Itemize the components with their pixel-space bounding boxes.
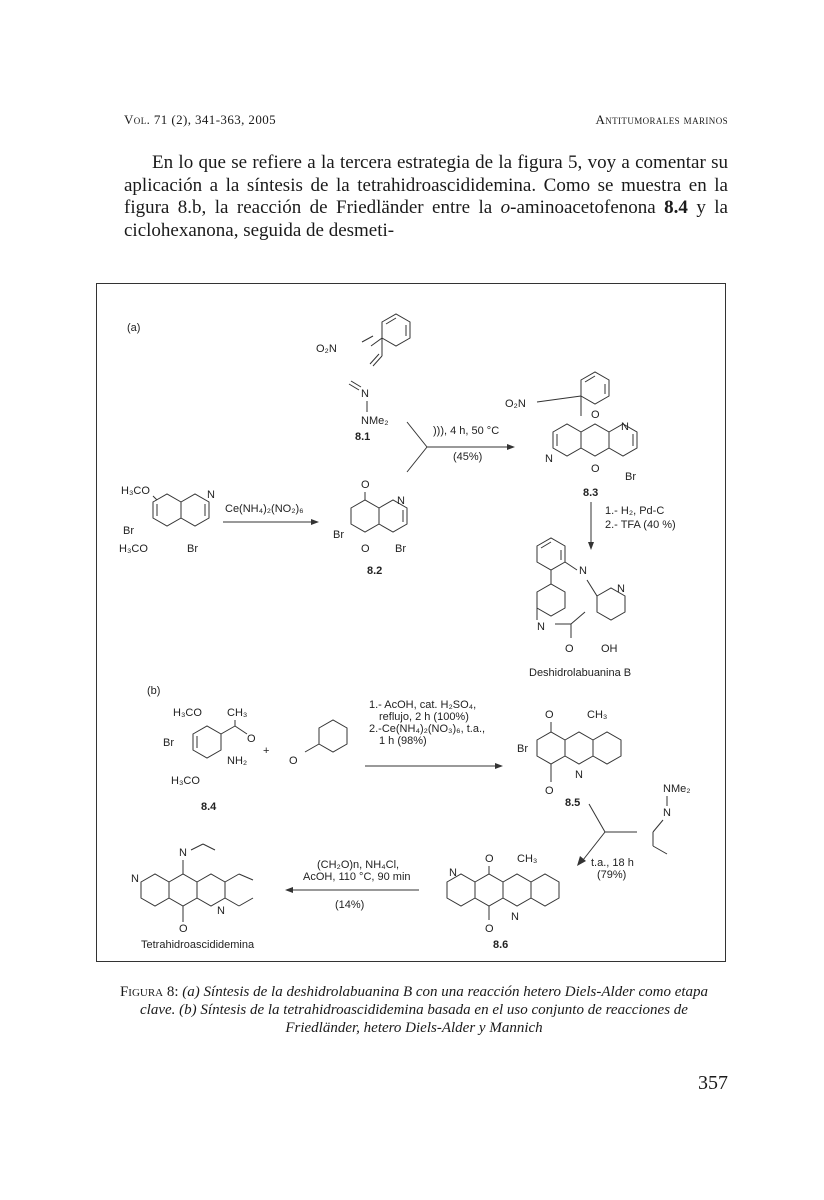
atom-n-product-a: N — [579, 565, 587, 577]
atom-n-tha-right: N — [217, 905, 225, 917]
atom-h3co-bottom-8-4: H₃CO — [171, 775, 200, 787]
panel-b-label: (b) — [147, 685, 161, 697]
atom-o-8-4: O — [247, 733, 256, 745]
cond-ta-yield: (79%) — [597, 869, 627, 881]
caption-text: (a) Síntesis de la deshidrolabuanina B con una reacción hetero Diels-Alder como etapa clave. (b) Síntesis de la tetrahidroascididemina basada en el uso conjunto de reacciones de Friedländer, hetero Diels-Alder y Mannich — [140, 984, 709, 1036]
atom-n-tha-left: N — [131, 873, 139, 885]
atom-o-bottom-8-5: O — [545, 785, 554, 797]
atom-o-top-8-6: O — [485, 853, 494, 865]
atom-br-left: Br — [123, 525, 134, 537]
atom-o-top-8-5: O — [545, 709, 554, 721]
atom-o-bottom-8-3: O — [591, 463, 600, 475]
atom-nh2-8-4: NH₂ — [227, 755, 248, 767]
atom-h3co-bottom: H₃CO — [119, 543, 148, 555]
label-8-5: 8.5 — [565, 797, 581, 809]
name-deshidrolabuanina-b: Deshidrolabuanina B — [529, 667, 632, 679]
condition-sonication-yield: (45%) — [453, 451, 483, 463]
step-hydrogenation: 1.- H₂, Pd-C — [605, 505, 665, 517]
compound-8-6 — [447, 853, 559, 951]
atom-br-8-2-left: Br — [333, 529, 344, 541]
atom-n-8-5: N — [575, 769, 583, 781]
plus-sign: + — [263, 745, 270, 757]
atom-o-cyclohexanone: O — [289, 755, 298, 767]
atom-n-azadiene: N — [663, 807, 671, 819]
body-text-2: -aminoacetofenona — [510, 197, 665, 218]
atom-nme2-azadiene: NMe₂ — [663, 783, 691, 795]
atom-n-8-3-left: N — [545, 453, 553, 465]
atom-n-tha-top: N — [179, 847, 187, 859]
atom-ch3-8-5: CH₃ — [587, 709, 608, 721]
cond-friedlander-1: 1.- AcOH, cat. H₂SO₄, — [369, 699, 477, 711]
atom-n-product-b: N — [617, 583, 625, 595]
label-8-1: 8.1 — [355, 431, 371, 443]
compound-8-4 — [163, 707, 256, 813]
compound-8-1 — [316, 314, 410, 443]
running-head-right: Antitumorales marinos — [595, 112, 728, 127]
atom-br-8-2-right: Br — [395, 543, 406, 555]
atom-o-tha: O — [179, 923, 188, 935]
body-text-1: En lo que se refiere a la tercera estrategia de la figura 5, voy a comentar su aplicación a la síntesis de la tetrahidroascididemina. Como se muestra en la figura 8.b, la reacción de Friedländer entre la — [124, 152, 728, 218]
page-number: 357 — [698, 1072, 728, 1094]
atom-n-8-6-right: N — [511, 911, 519, 923]
cond-mannich-2: AcOH, 110 °C, 90 min — [303, 871, 411, 883]
atom-h3co-top-8-4: H₃CO — [173, 707, 202, 719]
cond-friedlander-2: reflujo, 2 h (100%) — [379, 711, 469, 723]
body-compound-ref: 8.4 — [664, 197, 688, 218]
atom-n: N — [361, 388, 369, 400]
atom-o2n: O₂N — [316, 343, 337, 355]
atom-o-product: O — [565, 643, 574, 655]
atom-br-8-3: Br — [625, 471, 636, 483]
compound-8-2 — [333, 479, 407, 577]
atom-br-right: Br — [187, 543, 198, 555]
atom-o-bottom-8-2: O — [361, 543, 370, 555]
compound-8-3 — [505, 372, 637, 499]
reaction-scheme — [97, 284, 727, 963]
panel-a-label: (a) — [127, 322, 141, 334]
atom-n-8-6-left: N — [449, 867, 457, 879]
label-8-3: 8.3 — [583, 487, 599, 499]
atom-oh-product: OH — [601, 643, 618, 655]
cond-friedlander-4: 1 h (98%) — [379, 735, 427, 747]
step-tfa: 2.- TFA (40 %) — [605, 519, 676, 531]
atom-nme2: NMe₂ — [361, 415, 389, 427]
cond-friedlander-3: 2.-Ce(NH₄)₂(NO₃)₆, t.a., — [369, 723, 486, 735]
compound-8-5 — [517, 709, 621, 809]
atom-ch3-8-4: CH₃ — [227, 707, 248, 719]
atom-o-top-8-2: O — [361, 479, 370, 491]
compound-deshidrolabuanina-b — [529, 538, 631, 679]
atom-o2n-8-3: O₂N — [505, 398, 526, 410]
figure-caption — [108, 983, 720, 1037]
body-text-italic: o — [500, 197, 511, 218]
reagent-cerium: Ce(NH₄)₂(NO₂)₆ — [225, 503, 304, 515]
compound-tetrahidroascididemina — [131, 844, 255, 951]
caption-label: Figura 8: — [119, 984, 179, 1000]
label-8-2: 8.2 — [367, 565, 383, 577]
running-head-left: Vol. 71 (2), 341-363, 2005 — [124, 112, 277, 127]
atom-ch3-8-6: CH₃ — [517, 853, 538, 865]
cond-mannich-1: (CH₂O)n, NH₄Cl, — [317, 859, 400, 871]
atom-h3co-top: H₃CO — [121, 485, 150, 497]
compound-cyclohexanone — [289, 720, 347, 767]
compound-quinoline-start — [119, 485, 215, 555]
atom-n-8-2: N — [397, 495, 405, 507]
body-text-3: y la ciclohexanona, seguida de desmeti- — [124, 197, 728, 241]
atom-o-top-8-3: O — [591, 409, 600, 421]
reagent-azadiene — [653, 783, 691, 854]
label-8-4: 8.4 — [201, 801, 217, 813]
label-8-6: 8.6 — [493, 939, 509, 951]
name-tetrahidroascididemina: Tetrahidroascididemina — [141, 939, 255, 951]
atom-n-8-3-right: N — [621, 421, 629, 433]
atom-br-8-5: Br — [517, 743, 528, 755]
figure-8 — [96, 283, 726, 962]
condition-sonication: ))), 4 h, 50 °C — [433, 425, 500, 437]
cond-mannich-3: (14%) — [335, 899, 365, 911]
body-paragraph — [124, 152, 728, 242]
atom-o-bottom-8-6: O — [485, 923, 494, 935]
atom-n-quinoline: N — [207, 489, 215, 501]
atom-br-8-4: Br — [163, 737, 174, 749]
cond-ta-18h: t.a., 18 h — [591, 857, 634, 869]
atom-n-product-c: N — [537, 621, 545, 633]
